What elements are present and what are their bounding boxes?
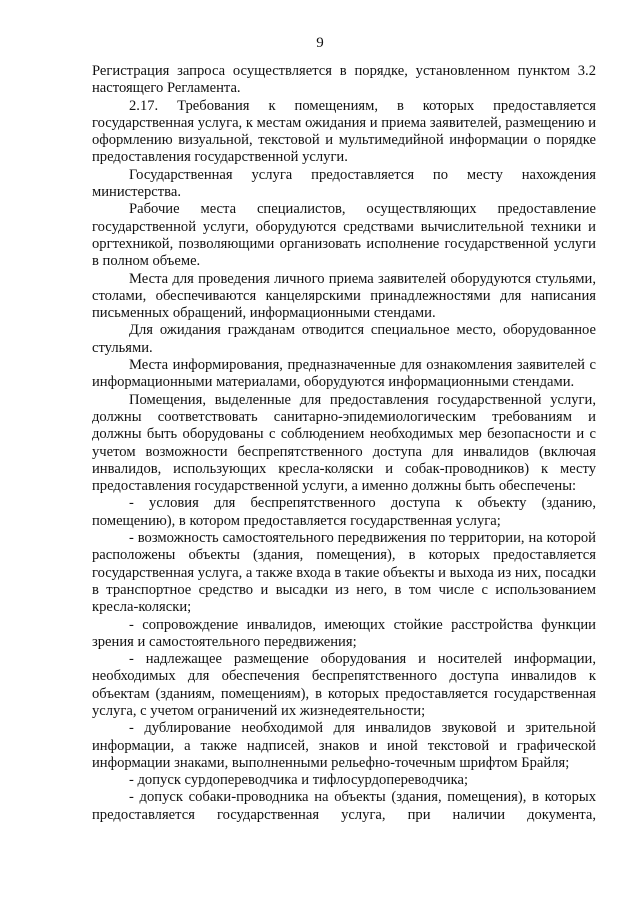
list-item-guide-dog-admission: - допуск собаки-проводника на объекты (здания, помещения), в которых предоставляется государственная услуга, при наличии документа, <box>92 789 596 823</box>
list-item-access-conditions: - условия для беспрепятственного доступа к объекту (зданию, помещению), в котором предоставляется государственная услуга; <box>92 495 596 529</box>
paragraph-reception-places: Места для проведения личного приема заявителей оборудуются стульями, столами, обеспечиваются канцелярскими принадлежностями для написания письменных обращений, информационными стендами. <box>92 270 596 322</box>
paragraph-service-location: Государственная услуга предоставляется по месту нахождения министерства. <box>92 166 596 201</box>
paragraph-waiting-place: Для ожидания гражданам отводится специальное место, оборудованное стульями. <box>92 322 596 356</box>
list-item-escort: - сопровождение инвалидов, имеющих стойкие расстройства функции зрения и самостоятельного передвижения; <box>92 616 596 650</box>
list-item-interpreter-admission: - допуск сурдопереводчика и тифлосурдопереводчика; <box>129 772 469 789</box>
list-item-independent-movement: - возможность самостоятельного передвижения по территории, на которой расположены объекты (здания, помещения), в которых предоставляется государственная услуга, а также входа в такие объекты и выхода из них, посадки в транспортное средство и высадки из него, в том числе с использованием кресла-коляски; <box>92 530 596 616</box>
list-item-equipment-placement: - надлежащее размещение оборудования и носителей информации, необходимых для обеспечения беспрепятственного доступа инвалидов к объектам (зданиям, помещениям), в которых предоставляется государственная услуга, с учетом ограничений их жизнедеятельности; <box>92 651 596 719</box>
page-number: 9 <box>316 35 324 51</box>
list-item-braille-duplication: - дублирование необходимой для инвалидов звуковой и зрительной информации, а также надписей, знаков и иной текстовой и графической информации знаками, выполненными рельефно-точечным шрифтом Брайля; <box>92 720 596 771</box>
paragraph-information-places: Места информирования, предназначенные для ознакомления заявителей с информационными материалами, оборудуются информационными стендами. <box>92 357 596 391</box>
paragraph-registration: Регистрация запроса осуществляется в порядке, установленном пунктом 3.2 настоящего Регламента. <box>92 63 596 97</box>
paragraph-section-2-17: 2.17. Требования к помещениям, в которых предоставляется государственная услуга, к местам ожидания и приема заявителей, размещению и оформлению визуальной, текстовой и мультимедийной информации о порядке предоставления государственной услуги. <box>92 97 597 166</box>
paragraph-workplaces: Рабочие места специалистов, осуществляющих предоставление государственной услуги, оборудуются средствами вычислительной техники и оргтехникой, позволяющими организовать исполнение государственной услуги в полном объеме. <box>92 201 596 270</box>
document-body <box>92 63 596 824</box>
paragraph-premises-requirements: Помещения, выделенные для предоставления государственной услуги, должны соответствовать санитарно-эпидемиологическим требованиям и должны быть оборудованы с соблюдением необходимых мер безопасности и с учетом возможности беспрепятственного доступа для инвалидов (включая инвалидов, использующих кресла-коляски и собак-проводников) к месту предоставления государственной услуги, а именно должны быть обеспечены: <box>92 391 596 495</box>
